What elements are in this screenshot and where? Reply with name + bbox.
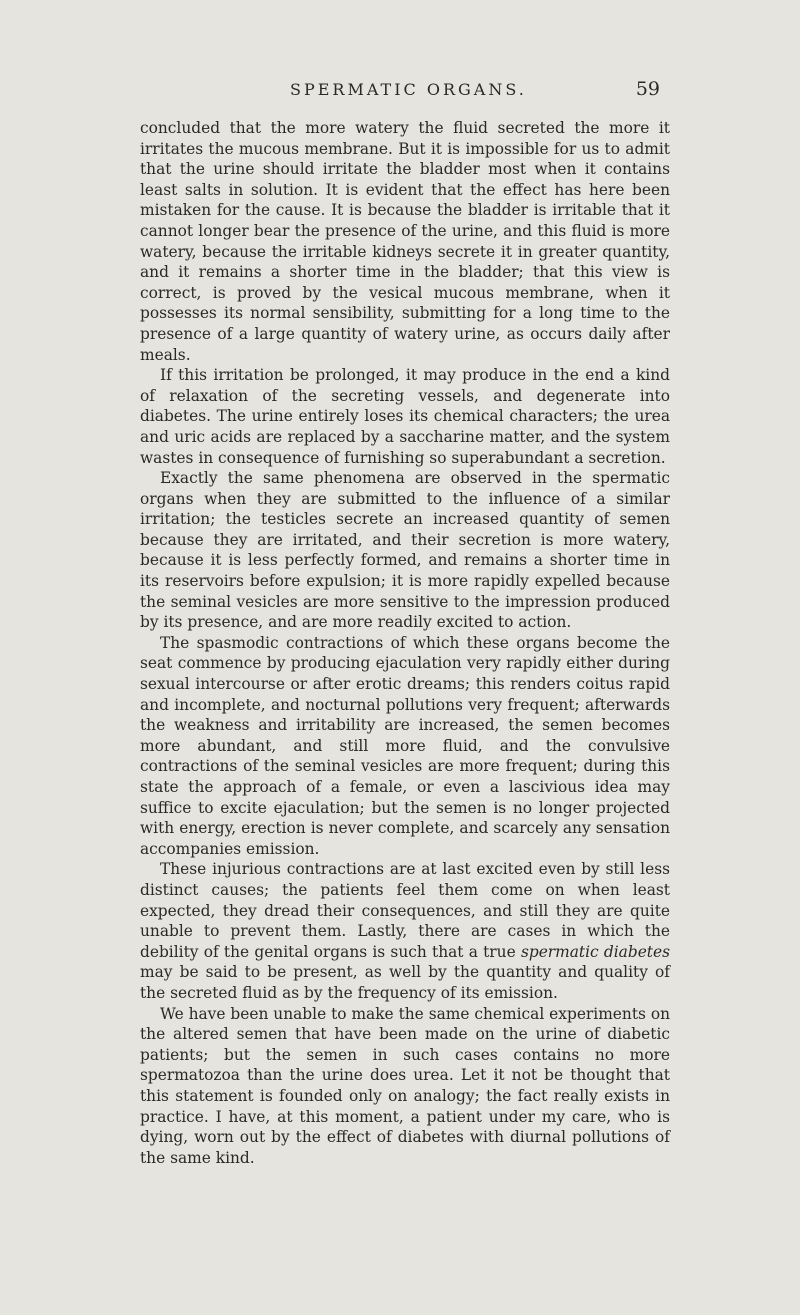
italic-term: spermatic diabetes [520,942,670,961]
paragraph-text: These injurious contractions are at last excited even by still less distinct causes; the patients feel them come on when least expected, they dread their consequences, and still they are quite unable to prevent them. Lastly, there are cases in which the debility of the genital organs is such that a true [140,860,670,961]
paragraph [140,1004,670,1169]
running-title: SPERMATIC ORGANS. [290,80,527,99]
paragraph [140,633,670,860]
paragraph-text-continued: may be said to be present, as well by the quantity and quality of the secreted fluid as by the frequency of its emission. [140,963,670,1002]
body-text [140,118,670,1168]
page-number: 59 [635,78,660,100]
paragraph-text: The spasmodic contractions of which these organs become the seat commence by producing ejaculation very rapidly either during sexual intercourse or after erotic dreams; this renders coitus rapid and incomplete, and nocturnal pollutions very frequent; afterwards the weakness and irritability are increased, the semen becomes more abundant, and still more fluid, and the convulsive contractions of the seminal vesicles are more frequent; during this state the approach of a female, or even a lascivious idea may suffice to excite ejaculation; but the semen is no longer projected with energy, erection is never complete, and scarcely any sensation accompanies emission. [140,633,670,858]
paragraph-text: concluded that the more watery the fluid secreted the more it irritates the mucous membrane. But it is impossible for us to admit that the urine should irritate the bladder most when it contains least salts in solution. It is evident that the effect has here been mistaken for the cause. It is because the bladder is irritable that it cannot longer bear the presence of the urine, and this fluid is more watery, because the irritable kidneys secrete it in greater quantity, and it remains a shorter time in the bladder; that this view is correct, is proved by the vesical mucous membrane, when it possesses its normal sensibility, submitting for a long time to the presence of a large quantity of watery urine, as occurs daily after meals. [140,119,670,364]
paragraph-text: Exactly the same phenomena are observed in the spermatic organs when they are submitted to the influence of a similar irritation; the testicles secrete an increased quantity of semen because they are irritated, and their secretion is more watery, because it is less perfectly formed, and remains a shorter time in its reservoirs before expulsion; it is more rapidly expelled because the seminal vesicles are more sensitive to the impression produced by its presence, and are more readily excited to action. [140,469,670,632]
page-header [140,80,660,102]
paragraph-text: If this irritation be prolonged, it may produce in the end a kind of relaxation of the secreting vessels, and degenerate into diabetes. The urine entirely loses its chemical characters; the urea and uric acids are replaced by a saccharine matter, and the system wastes in consequence of furnishing so superabundant a secretion. [140,366,670,467]
paragraph [140,365,670,468]
paragraph [140,118,670,365]
paragraph [140,859,670,1003]
paragraph-text: We have been unable to make the same chemical experiments on the altered semen that have been made on the urine of diabetic patients; but the semen in such cases contains no more spermatozoa than the urine does urea. Let it not be thought that this statement is founded only on analogy; the fact really exists in practice. I have, at this moment, a patient under my care, who is dying, worn out by the effect of diabetes with diurnal pollutions of the same kind. [140,1004,670,1167]
paragraph [140,468,670,633]
